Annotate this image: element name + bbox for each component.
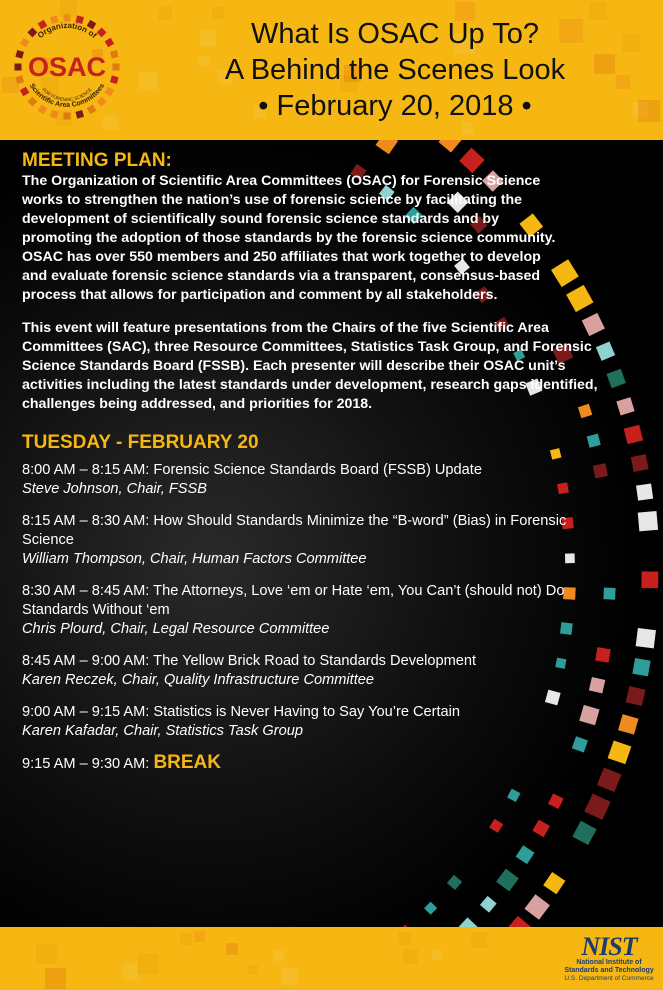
- day-heading: TUESDAY - FEBRUARY 20: [22, 432, 259, 453]
- schedule-item-title: 8:45 AM – 9:00 AM: The Yellow Brick Road to Standards Development: [22, 653, 477, 669]
- logo-tile: [97, 27, 107, 37]
- decorative-tile: [507, 789, 520, 802]
- logo-tile: [20, 87, 30, 97]
- logo-tile: [50, 110, 59, 119]
- logo-tile: [27, 27, 37, 37]
- logo-tile: [87, 20, 97, 30]
- schedule-item-speaker: William Thompson, Chair, Human Factors Committee: [22, 551, 367, 567]
- logo-tile: [27, 97, 37, 107]
- decorative-tile: [496, 869, 519, 892]
- logo-tile: [105, 38, 115, 48]
- decorative-tile: [543, 872, 565, 894]
- decorative-tile: [584, 793, 610, 819]
- schedule-item: [22, 703, 642, 741]
- schedule-item-speaker: Steve Johnson, Chair, FSSB: [22, 481, 207, 497]
- decorative-tile: [447, 875, 462, 890]
- logo-arc-bottom-small: FOR FORENSIC SCIENCE: [41, 86, 93, 103]
- decorative-tile: [548, 793, 564, 809]
- logo-tile: [64, 113, 71, 120]
- svg-text:Scientific Area Committees: [28, 82, 106, 109]
- decorative-square: [248, 965, 258, 975]
- nist-wordmark: NIST: [581, 932, 637, 961]
- logo-tile: [20, 38, 30, 48]
- logo-arc-top: Organization of: [35, 20, 99, 41]
- schedule-item-speaker: Chris Plourd, Chair, Legal Resource Committee: [22, 621, 330, 637]
- content: [22, 150, 642, 774]
- logo-tile: [15, 75, 24, 84]
- header-band: [0, 0, 663, 140]
- logo-tile: [38, 105, 48, 115]
- logo-tile: [113, 64, 120, 71]
- logo-tile: [105, 87, 115, 97]
- schedule-item-title: 8:00 AM – 8:15 AM: Forensic Science Standards Board (FSSB) Update: [22, 462, 482, 478]
- decorative-tile: [516, 845, 535, 864]
- schedule-item-title: 8:15 AM – 8:30 AM: How Should Standards Minimize the “B-word” (Bias) in Forensic Science: [22, 513, 567, 548]
- logo-tile: [110, 50, 119, 59]
- decorative-square: [462, 123, 474, 135]
- meeting-plan-paragraph-2: This event will feature presentations from the Chairs of the five Scientific Area Committees (SAC), three Resource Committees, Statistics Task Group, and Forensic Science Standards Board (FSSB). Each presenter will describe their OSAC unit’s activities including the latest standards under development, research gaps identified, challenges being addressed, and priorities for 2018.: [22, 320, 598, 412]
- decorative-tile: [505, 916, 533, 927]
- decorative-square: [45, 968, 66, 989]
- decorative-tile: [480, 896, 497, 913]
- nist-name: [563, 959, 655, 975]
- logo-tile: [15, 50, 24, 59]
- nist-name-line-1: National Institute of: [576, 959, 642, 966]
- logo-arc-bottom: Scientific Area Committees: [27, 82, 107, 110]
- decorative-square: [403, 949, 418, 964]
- logo-tile: [110, 75, 119, 84]
- schedule-item: [22, 461, 642, 499]
- decorative-tile: [458, 917, 478, 927]
- decorative-tile: [572, 821, 596, 845]
- decorative-square: [471, 932, 487, 948]
- logo-tile: [97, 97, 107, 107]
- break-time: 9:15 AM – 9:30 AM:: [22, 756, 150, 772]
- logo-tile: [15, 64, 22, 71]
- decorative-square: [398, 932, 411, 945]
- title-date: • February 20, 2018 •: [258, 90, 532, 122]
- nist-logo: [563, 932, 655, 983]
- decorative-tile: [532, 820, 550, 838]
- decorative-square: [226, 943, 237, 954]
- decorative-square: [194, 931, 205, 942]
- logo-tile: [87, 105, 97, 115]
- title-line-2: A Behind the Scenes Look: [224, 54, 566, 86]
- meeting-plan-heading: MEETING PLAN:: [22, 150, 172, 171]
- decorative-tile: [524, 894, 550, 920]
- logo-acronym: OSAC: [27, 52, 107, 82]
- schedule-item-title: 9:00 AM – 9:15 AM: Statistics is Never Having to Say You’re Certain: [22, 704, 461, 720]
- decorative-square: [36, 944, 57, 965]
- title-line-1: What Is OSAC Up To?: [251, 18, 539, 50]
- decorative-tile: [424, 902, 437, 915]
- event-title: [140, 16, 650, 124]
- schedule-item-speaker: Karen Reczek, Chair, Quality Infrastructure Committee: [22, 672, 375, 688]
- decorative-square: [122, 964, 138, 980]
- nist-name-line-2: Standards and Technology: [564, 967, 654, 974]
- osac-logo: [14, 14, 120, 120]
- decorative-tile: [489, 819, 503, 833]
- decorative-square: [281, 968, 297, 984]
- logo-tile: [64, 15, 71, 22]
- break-label: BREAK: [153, 752, 221, 773]
- decorative-square: [273, 950, 283, 960]
- schedule-item-speaker: Karen Kafadar, Chair, Statistics Task Group: [22, 723, 303, 739]
- decorative-square: [432, 950, 442, 960]
- schedule-item: [22, 512, 642, 569]
- logo-tile: [75, 110, 84, 119]
- break-row: [22, 752, 642, 774]
- meeting-plan-paragraph-1: The Organization of Scientific Area Committees (OSAC) for Forensic Science works to strengthen the nation’s use of forensic science by facilitating the development of scientifically sound forensic science standards and by promoting the adoption of those standards by the forensic science community. OSAC has over 550 members and 250 affiliates that work together to develop and evaluate forensic science standards via a transparent, consensus-based process that allows for participation and comment by all stakeholders.: [22, 173, 556, 303]
- schedule-list: [22, 461, 642, 741]
- schedule-item: [22, 582, 642, 639]
- decorative-tile: [641, 571, 658, 588]
- decorative-square: [180, 933, 192, 945]
- footer-band: [0, 927, 663, 990]
- nist-department: U.S. Department of Commerce: [564, 975, 654, 982]
- schedule-item-title: 8:30 AM – 8:45 AM: The Attorneys, Love ‘em or Hate ‘em, You Can’t (should not) Do Standards Without ‘em: [22, 583, 565, 618]
- schedule-item: [22, 652, 642, 690]
- decorative-square: [138, 953, 159, 974]
- content-panel: [0, 140, 663, 927]
